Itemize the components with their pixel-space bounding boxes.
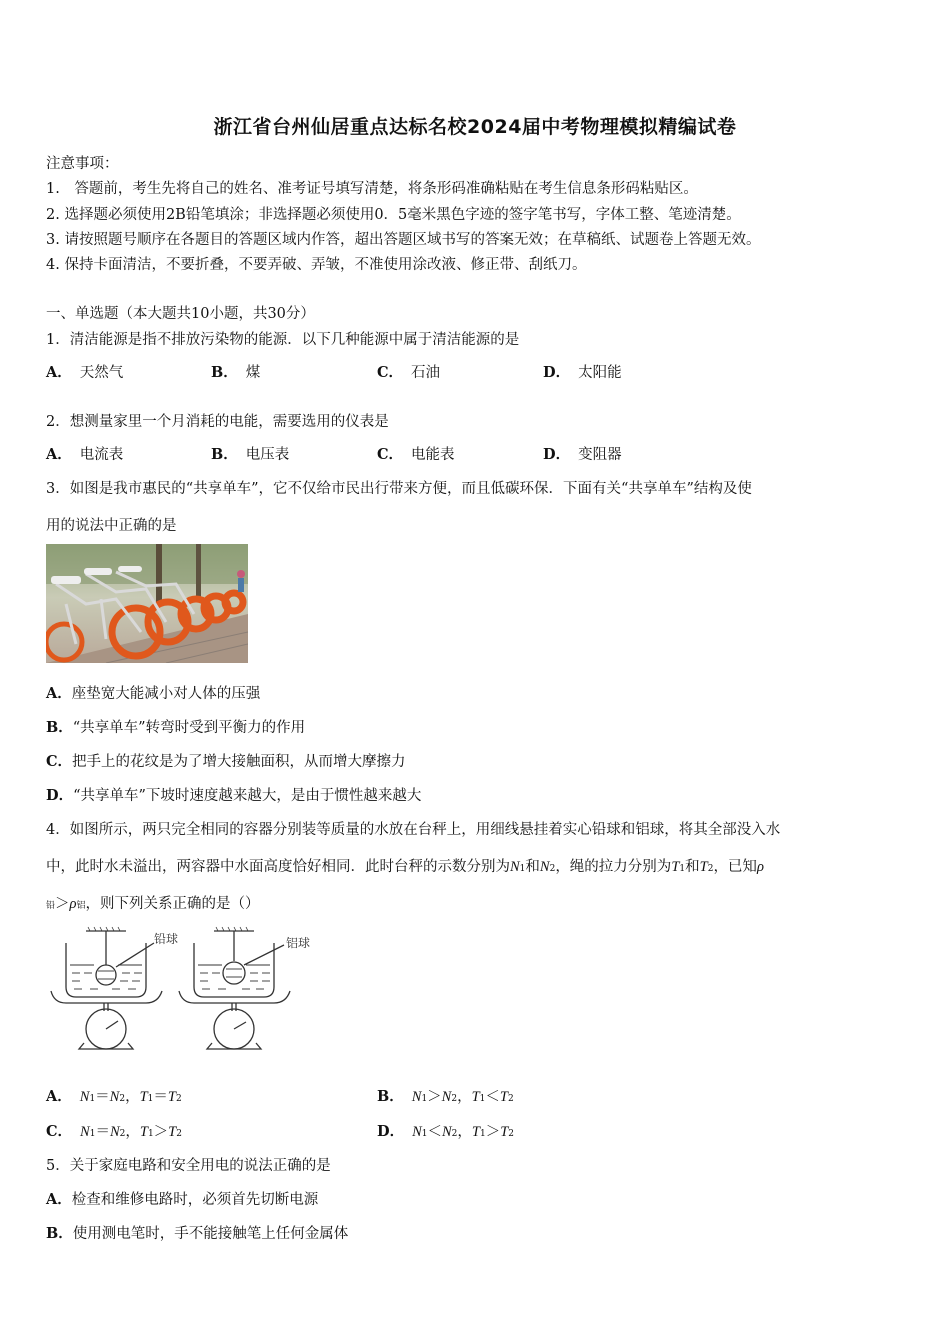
question-4-stem-end: 铅＞ρ铝，则下列关系正确的是（） — [46, 896, 260, 912]
notice-item: 3. 请按照题号顺序在各题目的答题区域内作答，超出答题区域书写的答案无效；在草稿纸、试题卷上答题无效。 — [46, 232, 761, 248]
q2-option-c: C． 电能表 — [377, 446, 455, 463]
q3-option-d: D．“共享单车”下坡时速度越来越大，是由于惯性越来越大 — [46, 787, 422, 804]
question-1-stem: 1．清洁能源是指不排放污染物的能源．以下几种能源中属于清洁能源的是 — [46, 332, 520, 348]
q2-option-d: D． 变阻器 — [543, 446, 622, 463]
notice-item: 1. 答题前，考生先将自己的姓名、准考证号填写清楚，将条形码准确粘贴在考生信息条形码粘贴区。 — [46, 181, 698, 197]
aluminum-ball-label: 铝球 — [286, 936, 311, 950]
q1-option-c: C． 石油 — [377, 364, 441, 381]
q4-option-b: B． N1＞N2，T1＜T2 — [377, 1088, 514, 1105]
shared-bikes-photo — [46, 544, 248, 663]
q2-option-b: B． 电压表 — [211, 446, 290, 463]
question-3-stem: 3．如图是我市惠民的“共享单车”，它不仅给市民出行带来方便，而且低碳环保．下面有关“共享单车”结构及使 — [46, 481, 752, 497]
q4-option-c: C． N1＝N2，T1＞T2 — [46, 1123, 182, 1140]
q3-option-c: C．把手上的花纹是为了增大接触面积，从而增大摩擦力 — [46, 753, 406, 770]
question-4-stem: 4．如图所示，两只完全相同的容器分别装等质量的水放在台秤上，用细线悬挂着实心铅球和铝球，将其全部没入水 — [46, 822, 781, 838]
question-5-stem: 5．关于家庭电路和安全用电的说法正确的是 — [46, 1158, 331, 1174]
question-3-stem-cont: 用的说法中正确的是 — [46, 518, 177, 534]
section-heading: 一、单选题（本大题共10小题，共30分） — [46, 306, 315, 322]
question-4-stem-cont: 中，此时水未溢出，两容器中水面高度恰好相同．此时台秤的示数分别为N1和N2，绳的拉力分别为T1和T2，已知ρ — [46, 859, 764, 875]
q3-option-a: A．座垫宽大能减小对人体的压强 — [46, 685, 261, 702]
lead-ball-label: 铅球 — [154, 932, 179, 946]
q1-option-d: D． 太阳能 — [543, 364, 622, 381]
q1-option-a: A． 天然气 — [46, 364, 124, 381]
q3-option-b: B．“共享单车”转弯时受到平衡力的作用 — [46, 719, 306, 736]
notice-heading: 注意事项： — [46, 156, 119, 172]
question-2-stem: 2．想测量家里一个月消耗的电能，需要选用的仪表是 — [46, 414, 389, 430]
q1-option-b: B． 煤 — [211, 364, 261, 381]
scale-containers-diagram — [46, 925, 336, 1060]
q4-option-d: D． N1＜N2，T1＞T2 — [377, 1123, 515, 1140]
q2-option-a: A． 电流表 — [46, 446, 124, 463]
q4-option-a: A． N1＝N2，T1＝T2 — [46, 1088, 182, 1105]
notice-item: 2. 选择题必须使用2B铅笔填涂；非选择题必须使用0．5毫米黑色字迹的签字笔书写，字体工整、笔迹清楚。 — [46, 207, 741, 223]
notice-item: 4. 保持卡面清洁，不要折叠，不要弄破、弄皱，不准使用涂改液、修正带、刮纸刀。 — [46, 257, 587, 273]
page-title: 浙江省台州仙居重点达标名校2024届中考物理模拟精编试卷 — [213, 116, 737, 138]
q5-option-b: B．使用测电笔时，手不能接触笔上任何金属体 — [46, 1225, 349, 1242]
q5-option-a: A．检查和维修电路时，必须首先切断电源 — [46, 1191, 319, 1208]
